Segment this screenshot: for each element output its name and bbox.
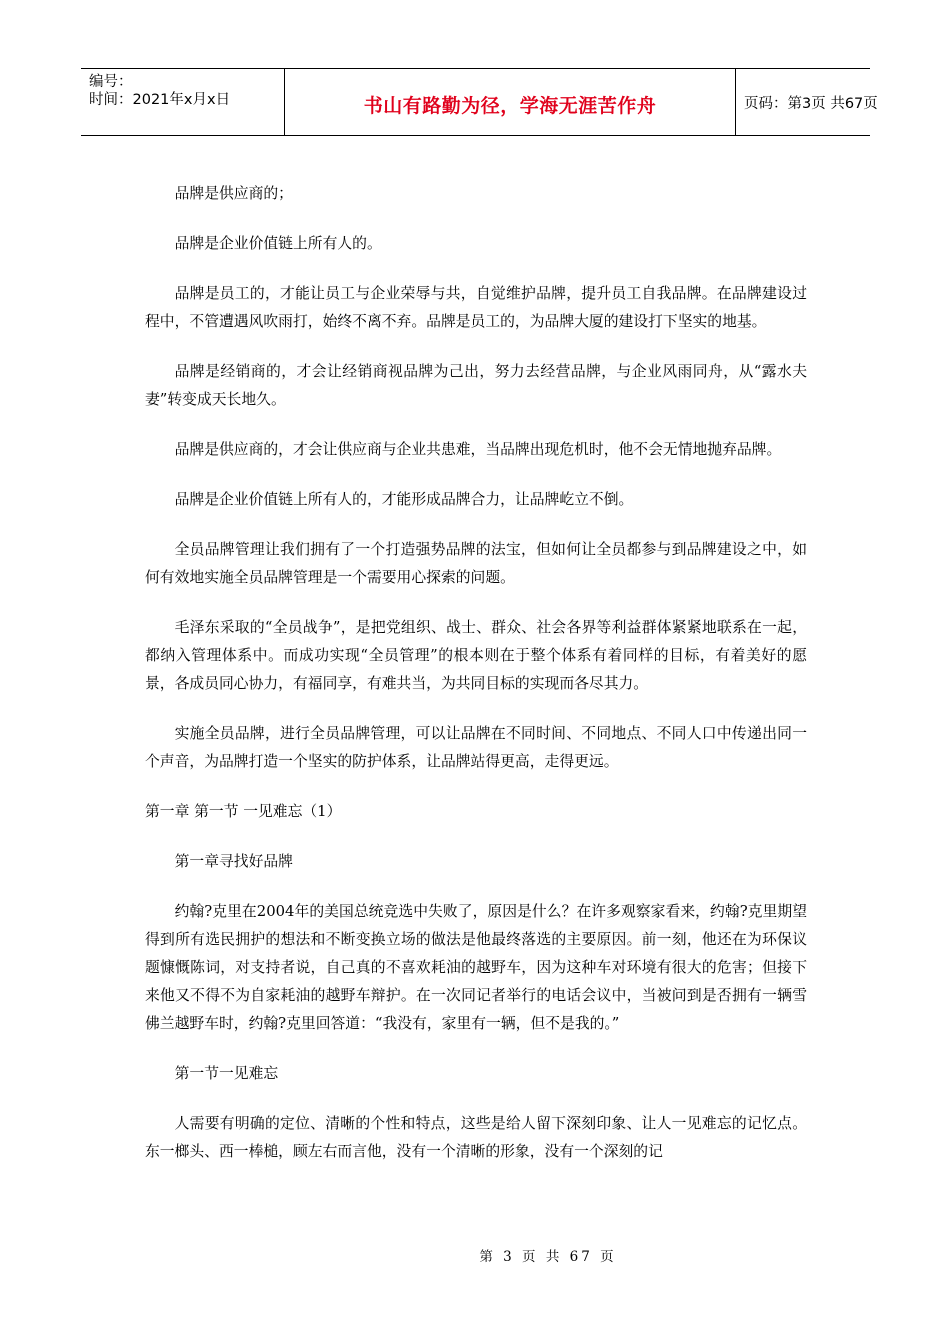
paragraph: 人需要有明确的定位、清晰的个性和特点，这些是给人留下深刻印象、让人一见难忘的记忆点。东一榔头、西一棒槌，顾左右而言他，没有一个清晰的形象，没有一个深刻的记	[145, 1115, 807, 1160]
header-page-number: 页码：第3页 共67页	[744, 95, 878, 112]
document-code-label: 编号：	[89, 74, 133, 90]
header-meta	[81, 69, 284, 135]
page-footer: 第 3 页 共 67 页	[479, 1249, 617, 1265]
paragraph: 品牌是员工的，才能让员工与企业荣辱与共，自觉维护品牌，提升员工自我品牌。在品牌建设过程中，不管遭遇风吹雨打，始终不离不弃。品牌是员工的，为品牌大厦的建设打下坚实的地基。	[145, 285, 807, 330]
paragraph: 品牌是经销商的，才会让经销商视品牌为己出，努力去经营品牌，与企业风雨同舟，从“露水夫妻”转变成天长地久。	[145, 363, 807, 408]
header-slogan-cell	[284, 69, 736, 135]
paragraph: 品牌是企业价值链上所有人的。	[174, 235, 382, 252]
slogan-text: 书山有路勤为径，学海无涯苦作舟	[363, 94, 657, 117]
document-header	[81, 68, 878, 136]
paragraph: 品牌是供应商的；	[174, 185, 293, 202]
document-body	[145, 180, 807, 1188]
chapter-title: 第一章寻找好品牌	[174, 853, 293, 870]
paragraph: 全员品牌管理让我们拥有了一个打造强势品牌的法宝，但如何让全员都参与到品牌建设之中，如何有效地实施全员品牌管理是一个需要用心探索的问题。	[145, 541, 807, 586]
document-time-label: 时间：2021年x月x日	[89, 92, 231, 108]
chapter-heading: 第一章 第一节 一见难忘（1）	[145, 803, 342, 820]
paragraph: 约翰?克里在2004年的美国总统竞选中失败了，原因是什么？在许多观察家看来，约翰?克里期望得到所有选民拥护的想法和不断变换立场的做法是他最终落选的主要原因。前一刻，他还在为环保议题慷慨陈词，对支持者说，自己真的不喜欢耗油的越野车，因为这种车对环境有很大的危害；但接下来他又不得不为自家耗油的越野车辩护。在一次同记者举行的电话会议中，当被问到是否拥有一辆雪佛兰越野车时，约翰?克里回答道：“我没有，家里有一辆，但不是我的。”	[145, 903, 807, 1032]
paragraph: 实施全员品牌，进行全员品牌管理，可以让品牌在不同时间、不同地点、不同人口中传递出同一个声音，为品牌打造一个坚实的防护体系，让品牌站得更高，走得更远。	[145, 725, 807, 770]
paragraph: 品牌是企业价值链上所有人的，才能形成品牌合力，让品牌屹立不倒。	[174, 491, 634, 508]
section-title: 第一节一见难忘	[174, 1065, 279, 1082]
paragraph: 毛泽东采取的“全员战争”，是把党组织、战士、群众、社会各界等利益群体紧紧地联系在一起，都纳入管理体系中。而成功实现“全员管理”的根本则在于整个体系有着同样的目标，有着美好的愿景，各成员同心协力，有福同享，有难共当，为共同目标的实现而各尽其力。	[145, 619, 807, 692]
paragraph: 品牌是供应商的，才会让供应商与企业共患难，当品牌出现危机时，他不会无情地抛弃品牌。	[174, 441, 782, 458]
